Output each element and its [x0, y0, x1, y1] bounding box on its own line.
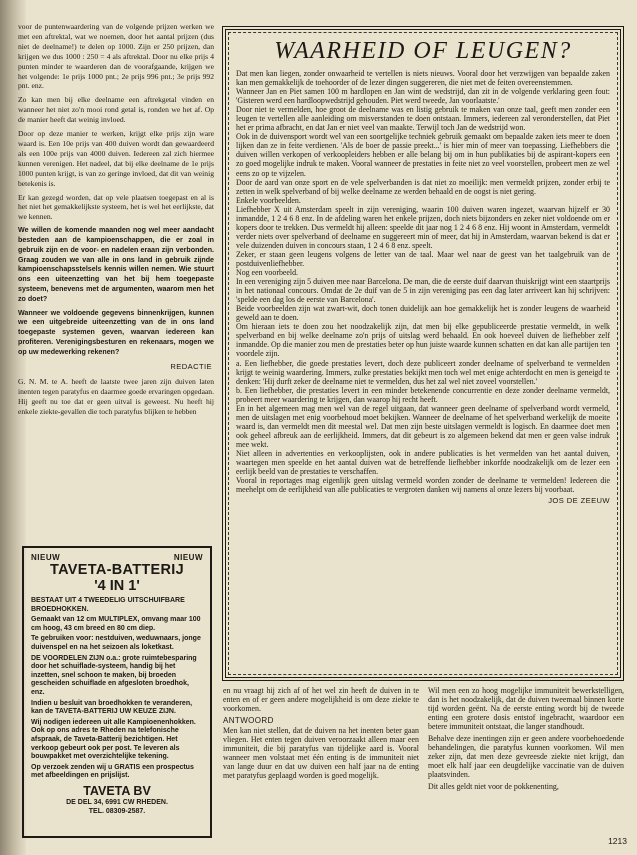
- bottom-right-paragraph: Behalve deze inentingen zijn er geen andere voorbehoedende behandelingen, die paratyfus kunnen voorkomen. Wil men zeker zijn, dat men deze gevreesde ziekte niet krijgt, dan moet elk half jaar een deugdelijke vaccinatie van de duiven plaatsvinden.: [428, 734, 624, 780]
- left-paragraph: voor de puntenwaardering van de volgende prijzen werken we met een aftrektal, wat we noemen, door het aantal prijzen (dus niet de deelname!) te delen op 1000. Zijn er 250 prijzen, dan krijgen we dus 1000 : 250 = 4 als aftrektal. Door nu elke prijs 4 punten minder te waarderen dan de voorafgaande, krijgen we het volgende: 1e prijs 1000 pnt.; 2e prijs 996 pnt.; 3e prijs 992 pnt. enz.: [18, 22, 214, 91]
- bottom-right-paragraph: Dit alles geldt niet voor de pokkenenting,: [428, 782, 559, 792]
- left-bold-paragraph: Wanneer we voldoende gegevens binnenkrijgen, kunnen we een uitgebreide uiteenzetting van de in ons land toegepaste systemen geven, waarvan iedereen kan profiteren. Verenigingsbesturen en rekenaars, mogen we op uw medewerking rekenen?: [18, 308, 214, 356]
- article-paragraph: In een vereniging zijn 5 duiven mee naar Barcelona. De man, die de eerste duif daarvan thuiskrijgt wint een staartprijs in het nationaal concours. Omdat de 2e duif van de 5 in zijn vereniging pas een dag later arriveert kan hij schrijven: 'spelde een dag los de eerste van Barcelona'.: [236, 277, 610, 305]
- article-paragraph: Vooral in reportages mag eigenlijk geen uitslag vermeld worden zonder de deelname te vermelden! Iedereen die meehelpt om de eerlijkheid van alle publicaties te vergroten danken wij namens al onze lezers bij voorbaat.: [236, 476, 610, 495]
- left-closing-paragraph: G. N. M. te A. heeft de laatste twee jaren zijn duiven laten inenten tegen paratyfus en daarmee goede ervaringen opgedaan. Hij geeft nu toe dat er geen uitval is geweest. Nu heeft hij enkele ziekte-gevallen die toch paratyfus blijken te hebben: [18, 377, 214, 417]
- ad-body: [31, 597, 203, 781]
- left-paragraph: Door op deze manier te werken, krijgt elke prijs zijn ware waard is. Een 10e prijs van 400 duiven wordt dan gewaardeerd als een 100e prijs van 4000 duiven. Iedereen zal zich hiermee kunnen verenigen. Het nadeel, dat bij elke deelname de 1e prijs 1000 punten krijgt, is van zo geringe invloed, dat dit van weinig betekenis is.: [18, 129, 214, 188]
- left-bold-paragraph: We willen de komende maanden nog wel meer aandacht besteden aan de kampioenschappen, die er zoal in gebruik zijn en de voor- en nadelen eraan zijn verbonden. Graag zouden we van alle in ons land in gebruik zijnde kampioenschapsstelsels kennis willen nemen. Wie stuurt ons een uiteenzetting van het bij hem toegepaste systeem, benevens met de argumenten, waarom men het zo doet?: [18, 226, 214, 303]
- article-paragraph: Liefhebber X uit Amsterdam speelt in zijn vereniging, waarin 100 duiven waren ingezet, waarvan hijzelf er 30 inmandde, 1 2 4 6 8 enz. In de afdeling waren het enkele prijzen, doch niets bijzonders en zeker niet voldoende om er kopers door te trekken. Dus vermeldt hij alleen: speelde dit jaar nog 1 2 4 6 8 enz. Hij woont in Amsterdam, vermeldt verder niets over spelverband of deelname en suggereert min of meer, dat hij in Amsterdam, waarvan bekend is dat er vele duizenden duiven in concours staan, 1 2 4 6 8 enz. speelt.: [236, 204, 610, 250]
- ad-new-right: NIEUW: [173, 553, 203, 562]
- article-headline: WAARHEID OF LEUGEN?: [274, 38, 572, 64]
- ad-line: Wij nodigen iedereen uit alle Kampioenenhokken. Ook op ons adres te Rheden na telefonische afspraak, de Taveta-Batterij bezichtigen. Het verkoop gebeurt ook per post. Te leveren als bouwpakket met overzichtelijke tekening.: [31, 718, 196, 761]
- article-paragraph: Om hieraan iets te doen zou het noodzakelijk zijn, dat men bij elke gepubliceerde prestatie vermeldt, in welk spelverband en bij welke deelname zo'n prijs of uitslag werd behaald. En ook hoeveel duiven de liefhebber zelf inmandde. Op die manier zou men de prestaties beter op hun juiste waarde kunnen schatten en dat kan alle partijen ten voordele zijn.: [236, 322, 611, 359]
- ad-new-row: [31, 553, 203, 562]
- bottom-right-column: [428, 686, 624, 795]
- bottom-right-paragraph: Wil men een zo hoog mogelijke immuniteit bewerkstelligen, dan is het noodzakelijk, dat de duiven tweemaal binnen korte tijd worden geënt. Na de eerste enting wordt bij de tweede enting een grotere dosis entstof ingebracht, waardoor een betere immuniteit ontstaat, die langer standhoudt.: [428, 686, 624, 732]
- taveta-advertisement: [22, 546, 212, 838]
- article-paragraph: Nog een voorbeeld.: [236, 268, 299, 278]
- ad-line: Gemaakt van 12 cm MULTIPLEX, omvang maar 100 cm hoog, 43 cm breed en 80 cm diep.: [31, 616, 201, 632]
- ad-title: TAVETA-BATTERIJ: [50, 562, 184, 578]
- bottom-left-column: [223, 686, 419, 783]
- article-paragraph: Door niet te vermelden, hoe groot de deelname was en listig gebruik te maken van onze taal, geeft men zonder een leugen te vertellen alle aanleiding om misverstanden te doen ontstaan. Immers, iedereen zal veronderstellen, dat Piet het er prima afbracht, en dat Jan er niet veel van maakte. Terwijl toch Jan de wedstrijd won.: [236, 105, 610, 133]
- redactie-signature: REDACTIE: [170, 361, 212, 371]
- ad-line: Indien u besluit van broedhokken te veranderen, kan de TAVETA-BATTERIJ UW KEUZE ZIJN.: [31, 699, 193, 716]
- left-paragraph: Zo kan men bij elke deelname een aftrekgetal vinden en wanneer het niet zo'n mooi rond getal is, ronden we het af. Op de manier heeft dat weinig invloed.: [18, 95, 214, 125]
- ad-address: DE DEL 34, 6991 CW RHEDEN.: [66, 798, 168, 806]
- article-paragraph: En in het algemeen mag men wel van de regel uitgaan, dat wanneer geen deelname of spelverband wordt vermeld, men de uitslagen met enig voorbehoud moet bekijken. Wanneer de deelname of het spelverband werkelijk de moeite waard is, dan vermeldt men dit meestal wel. Dat men zijn beste uitslagen vermeldt is logisch. En daarmee doet men ook geheel afbreuk aan de eerlijkheid. Immers, dat dit gebeurt is zo algemeen bekend dat men er geen valse indruk mee wekt.: [236, 403, 610, 449]
- article-paragraph: a. Een liefhebber, die goede prestaties levert, doch deze publiceert zonder deelname of spelverband te vermelden krijgt te weinig waardering. Immers, zulke prestaties bekijkt men toch wel met enige achterdocht en men is geneigd te denken: 'Hij durft zeker de deelname niet te vermelden, dus het zal wel niet zoveel voorstellen.': [236, 358, 610, 386]
- ad-title-sub: '4 IN 1': [94, 578, 140, 594]
- page-number: 1213: [608, 836, 627, 846]
- ad-new-left: NIEUW: [31, 553, 61, 562]
- article-body: [236, 69, 610, 494]
- article-paragraph: b. Een liefhebber, die prestaties levert in een minder betekenende concurrentie en deze zonder deelname vermeldt, probeert meer waardering te krijgen, dan waarop hij recht heeft.: [236, 385, 610, 404]
- ad-line: BESTAAT UIT 4 TWEEDELIG UITSCHUIFBARE BROEDHOKKEN.: [31, 597, 185, 613]
- left-paragraph: Er kan gezegd worden, dat op vele plaatsen toegepast en al is het niet het gemakkelijkste systeem, het is wel het eerlijkste, dat we kennen.: [18, 192, 214, 222]
- article-paragraph: Niet alleen in advertenties en verkooplijsten, ook in andere publicaties is het vermelden van het aantal duiven, waartegen men speelde en het aantal duiven wat de betreffende liefhebber inkorfde noodzakelijk om de lezer een eerlijk beeld van de prestaties te verschaffen.: [236, 448, 610, 477]
- article-paragraph: Door de aard van onze sport en de vele spelverbanden is dat niet zo moeilijk: men vermeldt prijzen, zonder erbij te zetten in welk spelverband of bij welke deelname ze werden behaald en de oogst is niet gering.: [236, 177, 610, 196]
- article-paragraph: Beide voorbeelden zijn wat zwart-wit, doch tonen duidelijk aan hoe gemakkelijk het is zonder leugens de waarheid geweld aan te doen.: [236, 304, 610, 323]
- ad-line: Te gebruiken voor: nestduiven, weduwnaars, jonge duivenspel en na het seizoen als loketkast.: [31, 635, 201, 651]
- article-paragraph: Enkele voorbeelden.: [236, 195, 301, 205]
- article-paragraph: Dat men kan liegen, zonder onwaarheid te vertellen is niets nieuws. Vooral door het verzwijgen van bepaalde zaken kan men gemakkelijk de toehoorder of de lezer dingen suggereren, die niet met de feiten overeenstemmen.: [236, 69, 610, 88]
- ad-line: Op verzoek zenden wij u GRATIS een prospectus met afbeeldingen en prijslijst.: [31, 763, 194, 780]
- ad-line: DE VOORDELEN ZIJN o.a.: grote ruimtebesparing door het schuiflade-systeem, handig bij het inzetten, snel schoon te maken, bij broeden gescheiden schuiflade en afgesloten broedhok, enz.: [31, 654, 197, 696]
- article-paragraph: Wanneer Jan en Piet samen 100 m hardlopen en Jan wint de wedstrijd, dan zit in de volgende verklaring geen fout: 'Gisteren werd een hardloopwedstrijd gehouden. Piet werd tweede, Jan voorlaatste.': [236, 87, 610, 106]
- bottom-intro: en nu vraagt hij zich af of het wel zin heeft de duiven in te enten en of er geen andere mogelijkheid is om deze ziekte te voorkomen.: [223, 686, 419, 714]
- ad-company: TAVETA BV: [83, 783, 151, 798]
- ad-phone: TEL. 08309-2587.: [88, 807, 146, 815]
- answer-subhead: ANTWOORD: [223, 716, 274, 726]
- article-box: [222, 26, 624, 681]
- article-paragraph: Zeker, er staan geen leugens volgens de letter van de taal. Maar wel naar de geest van het taalgebruik van de postduivenliefhebber.: [236, 249, 610, 268]
- article-paragraph: Ook in de duivensport wordt wel van een soortgelijke techniek gebruik gemaakt om bepaalde zaken iets meer te doen lijken dan ze in feite verdienen. 'Als de boer de passie preekt...' is hier min of meer van toepassing. Liefhebbers die duiven willen verkopen of verkoopleiders hebben er alle belang bij om in hun publikaties bij de aspirant-kopers een zo goed mogelijke indruk te maken. Vooral wanneer de prestaties in feite niet zo veel voorstellen, probeert men ze wel eens zo op te vijzelen.: [236, 132, 610, 178]
- article-author: JOS DE ZEEUW: [548, 496, 610, 506]
- answer-paragraph: Men kan niet stellen, dat de duiven na het inenten beter gaan vliegen. Het enten tegen duiven veroorzaakt alleen maar een immuniteit, die bij paratyfus van tijdelijke aard is. Vooral wanneer men volstaat met één enting is de immuniteit niet van lange duur en dat uw duiven een half jaar na de enting met paratyfus geplaagd worden is goed mogelijk.: [223, 726, 419, 781]
- left-column: [18, 22, 214, 421]
